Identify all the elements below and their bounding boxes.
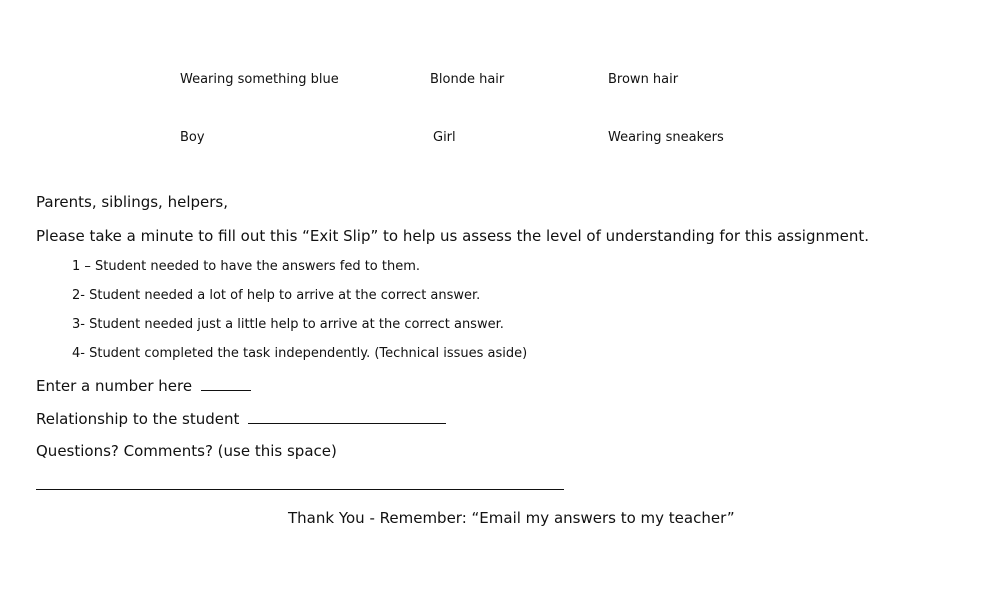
scale-item-2: 2- Student needed a lot of help to arrive at the correct answer.	[72, 288, 481, 303]
relationship-field-row	[36, 409, 446, 428]
closing-text: Thank You - Remember: “Email my answers to my teacher”	[288, 509, 735, 527]
number-field-row	[36, 376, 251, 395]
relationship-field-label: Relationship to the student	[36, 410, 240, 428]
intro-text: Please take a minute to fill out this “Exit Slip” to help us assess the level of understanding for this assignment.	[36, 227, 869, 245]
comments-blank-line[interactable]	[36, 489, 564, 490]
questions-label: Questions? Comments? (use this space)	[36, 442, 337, 460]
trait-wearing-sneakers: Wearing sneakers	[608, 130, 724, 145]
relationship-blank[interactable]	[248, 409, 446, 424]
number-blank[interactable]	[201, 376, 251, 391]
scale-item-3: 3- Student needed just a little help to arrive at the correct answer.	[72, 317, 504, 332]
scale-item-4: 4- Student completed the task independently. (Technical issues aside)	[72, 346, 528, 361]
trait-blonde-hair: Blonde hair	[430, 72, 505, 87]
scale-item-1: 1 – Student needed to have the answers fed to them.	[72, 259, 421, 274]
number-field-label: Enter a number here	[36, 377, 193, 395]
greeting: Parents, siblings, helpers,	[36, 193, 228, 211]
trait-girl: Girl	[433, 130, 456, 145]
trait-brown-hair: Brown hair	[608, 72, 679, 87]
trait-boy: Boy	[180, 130, 205, 145]
trait-wearing-blue: Wearing something blue	[180, 72, 339, 87]
